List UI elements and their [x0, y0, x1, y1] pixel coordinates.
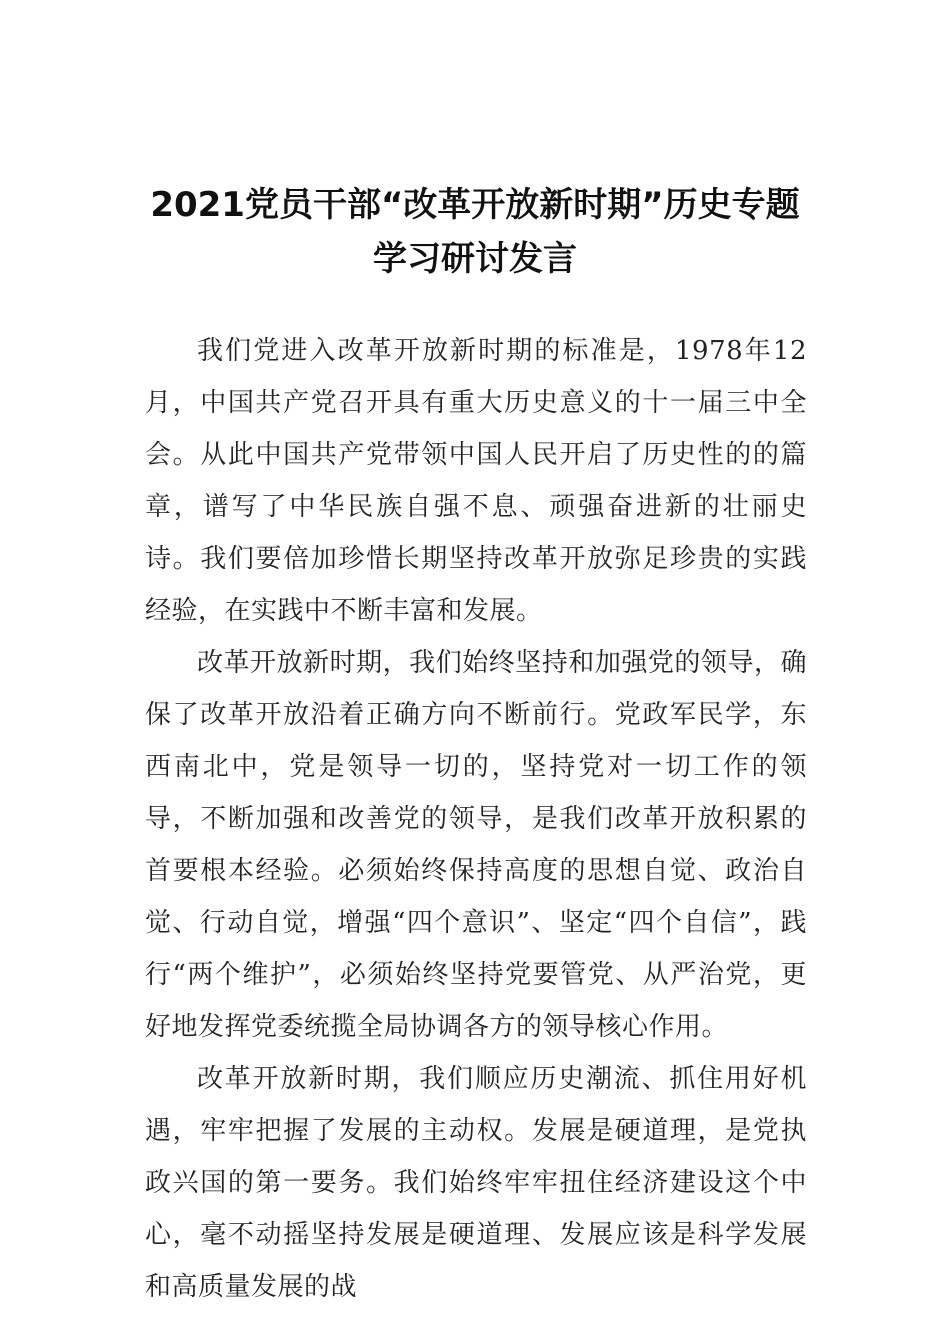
paragraph-2: 改革开放新时期，我们始终坚持和加强党的领导，确保了改革开放沿着正确方向不断前行。党政军民学，东西南北中，党是领导一切的，坚持党对一切工作的领导，不断加强和改善党的领导，是我们改革开放积累的首要根本经验。必须始终保持高度的思想自觉、政治自觉、行动自觉，增强“四个意识”、坚定“四个自信”，践行“两个维护”，必须始终坚持党要管党、从严治党，更好地发挥党委统揽全局协调各方的领导核心作用。	[145, 648, 807, 1042]
paragraph-1: 我们党进入改革开放新时期的标准是，1978年12月，中国共产党召开具有重大历史意义的十一届三中全会。从此中国共产党带领中国人民开启了历史性的的篇章，谱写了中华民族自强不息、顽强奋进新的壮丽史诗。我们要倍加珍惜长期坚持改革开放弥足珍贵的实践经验，在实践中不断丰富和发展。	[145, 336, 807, 626]
paragraph-3: 改革开放新时期，我们顺应历史潮流、抓住用好机遇，牢牢把握了发展的主动权。发展是硬道理，是党执政兴国的第一要务。我们始终牢牢扭住经济建设这个中心，毫不动摇坚持发展是硬道理、发展应该是科学发展和高质量发展的战	[145, 1064, 807, 1302]
document-body	[145, 325, 807, 1313]
document-title: 2021党员干部“改革开放新时期”历史专题学习研讨发言	[150, 185, 800, 279]
